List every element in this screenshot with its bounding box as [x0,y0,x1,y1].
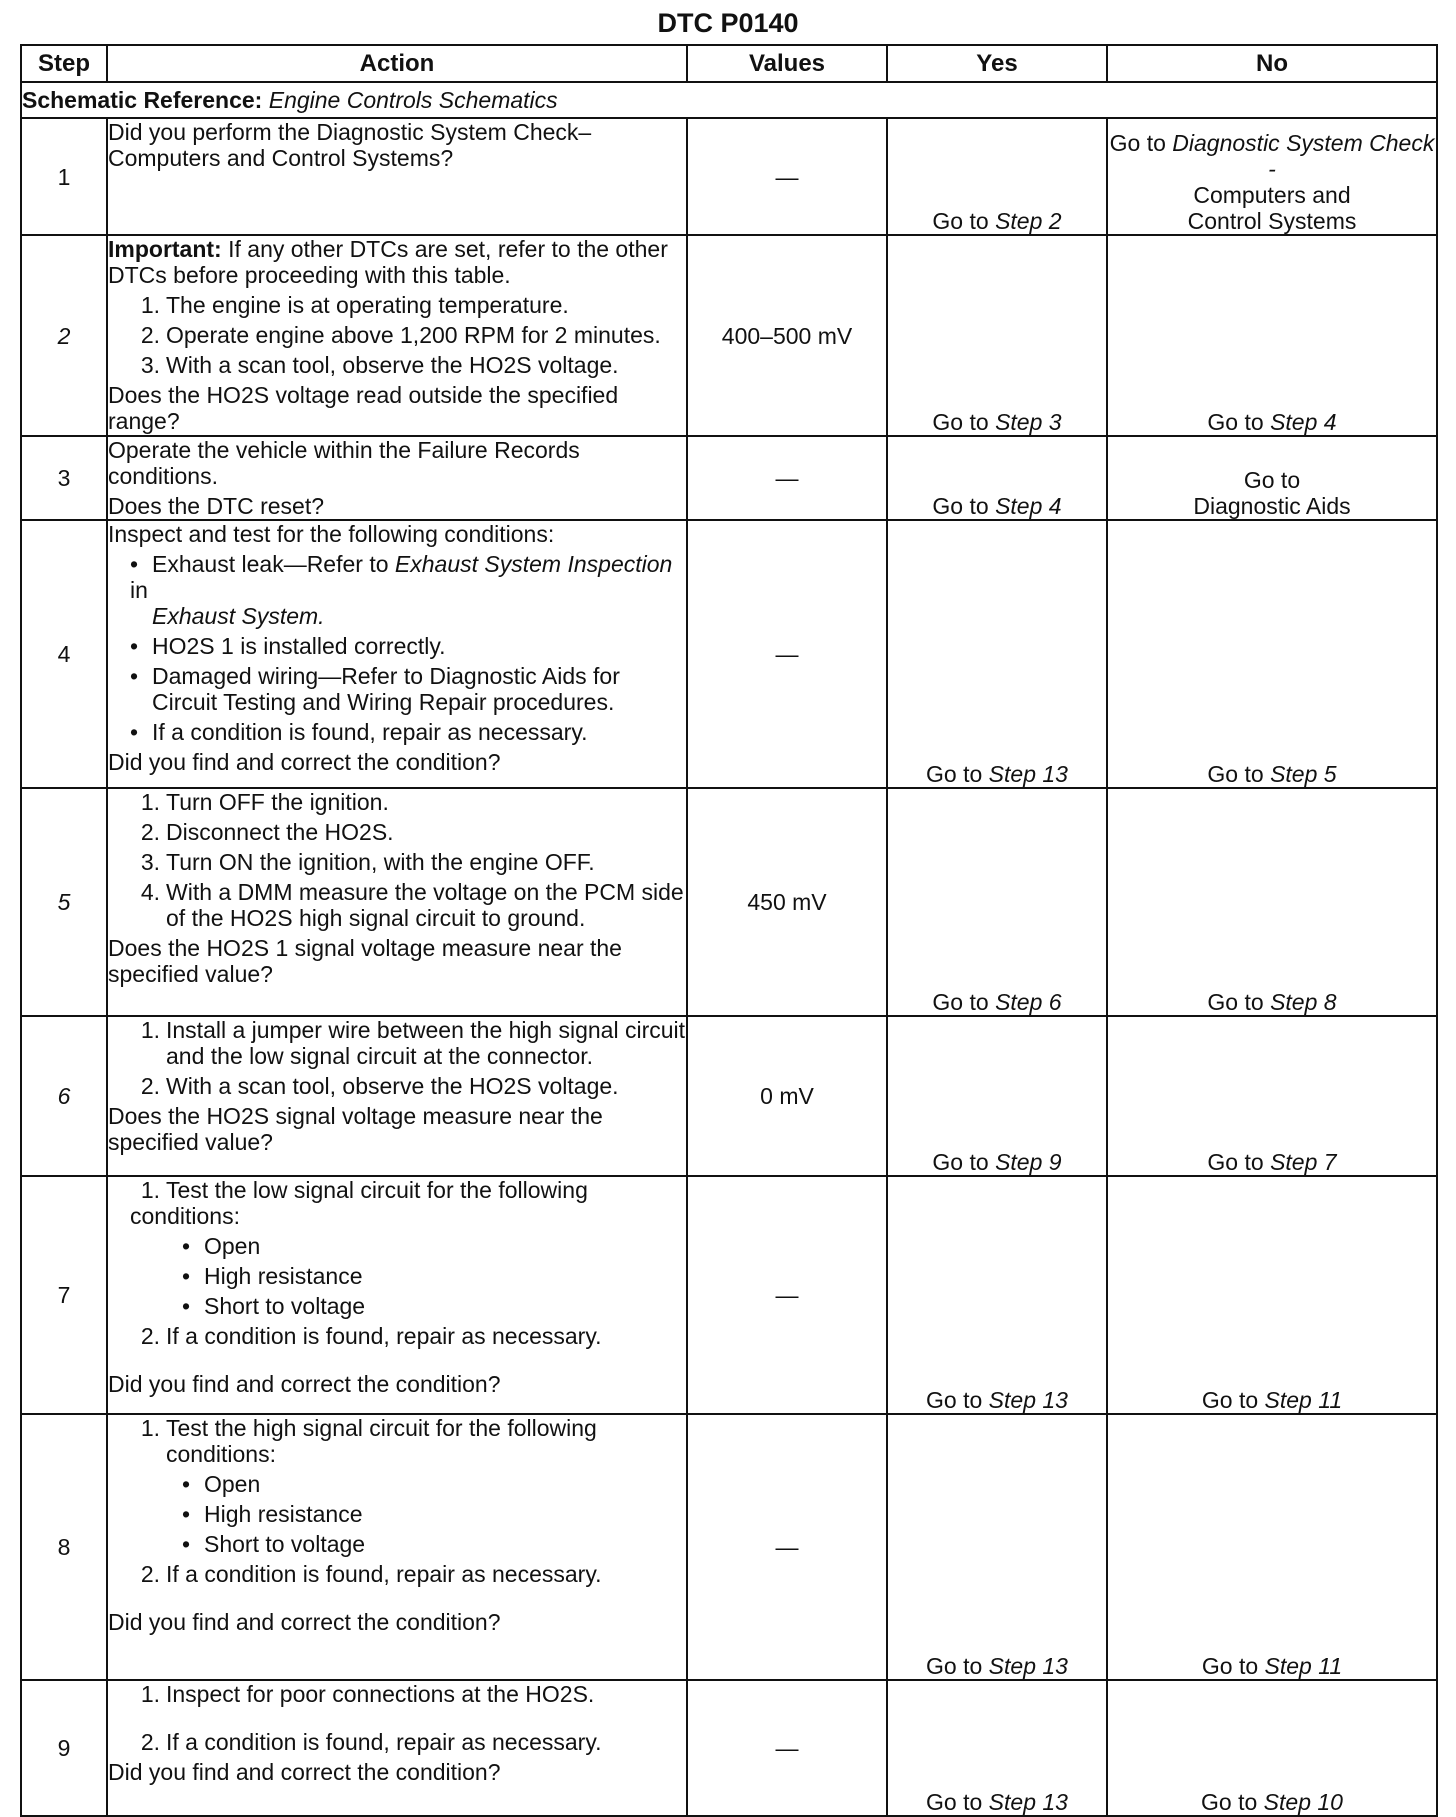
step-number: 7 [21,1176,107,1414]
action-cell [107,436,687,520]
list-item: 1. Test the high signal circuit for the following conditions: [140,1415,597,1467]
yes-step-ref: Step 2 [995,208,1062,234]
yes-prefix: Go to [932,989,989,1015]
yes-cell [887,235,1107,436]
no-step-ref: Step 11 [1264,1387,1343,1413]
no-cell [1107,788,1437,1016]
step-number: 6 [21,1016,107,1176]
no-prefix: Go to [1201,1387,1259,1413]
sub-bullet: • Short to voltage [182,1293,366,1319]
header-yes: Yes [887,45,1107,82]
no-step-ref: Step 4 [1270,409,1337,435]
step-number: 1 [21,118,107,235]
yes-prefix: Go to [926,761,983,787]
list-item: 1. Install a jumper wire between the high signal circuit and the low signal circuit at the connector. [140,1017,686,1069]
no-prefix: Go to [1207,989,1264,1015]
no-prefix: Go to [1201,1653,1259,1679]
list-item: 2. If a condition is found, repair as necessary. [140,1729,602,1755]
document-title: DTC P0140 [657,8,799,38]
yes-cell [887,788,1107,1016]
action-cell [107,1414,687,1680]
no-cell [1107,1680,1437,1816]
important-note [108,236,686,288]
yes-step-ref: Step 4 [995,493,1062,519]
action-cell [107,1680,687,1816]
no-step-ref: Step 7 [1270,1149,1337,1175]
table-row [21,118,1437,235]
list-item: 3. With a scan tool, observe the HO2S voltage. [140,352,619,378]
schematic-link: Engine Controls Schematics [268,87,558,113]
schematic-label: Schematic Reference: [22,87,263,113]
table-row [21,436,1437,520]
question-text: Does the HO2S 1 signal voltage measure near the specified value? [108,935,622,987]
step-number: 3 [21,436,107,520]
yes-step-ref: Step 6 [995,989,1062,1015]
values-cell: — [687,520,887,788]
yes-step-ref: Step 9 [995,1149,1062,1175]
list-item: 2. Operate engine above 1,200 RPM for 2 minutes. [140,322,661,348]
no-cell [1107,1176,1437,1414]
yes-cell [887,1680,1107,1816]
table-row [21,1414,1437,1680]
yes-step-ref: Step 13 [988,1387,1068,1413]
question-text: Does the DTC reset? [108,493,325,519]
header-no: No [1107,45,1437,82]
bullet-item: • If a condition is found, repair as necessary. [130,719,588,745]
question-text: Did you find and correct the condition? [108,1759,501,1785]
values-cell: — [687,1176,887,1414]
item-text: With a scan tool, observe the HO2S voltage. [166,352,619,378]
action-text: Operate the vehicle within the Failure Records conditions. [108,437,580,489]
no-cell [1107,1016,1437,1176]
values-cell: — [687,118,887,235]
yes-step-ref: Step 13 [988,1789,1068,1815]
list-item: 1. The engine is at operating temperature. [140,292,569,318]
step-number: 4 [21,520,107,788]
yes-cell [887,520,1107,788]
list-item: 1. Inspect for poor connections at the HO2S. [140,1681,595,1707]
no-step-ref: Step 10 [1263,1789,1343,1815]
sub-bullet: • High resistance [182,1501,363,1527]
schematic-row [21,82,1437,118]
sub-bullet: • Short to voltage [182,1531,366,1557]
important-label: Important: [108,236,222,262]
no-line1: Go to [1243,467,1301,493]
list-item: 2. If a condition is found, repair as necessary. [140,1323,602,1349]
list-item: 2. If a condition is found, repair as necessary. [140,1561,602,1587]
question-text: Did you find and correct the condition? [108,1609,501,1635]
question-text: Did you find and correct the condition? [108,1371,501,1397]
item-text: The engine is at operating temperature. [166,292,569,318]
no-line2: Diagnostic Aids [1193,493,1351,519]
table-row [21,1176,1437,1414]
values-cell: — [687,1414,887,1680]
values-cell: 400–500 mV [687,235,887,436]
question-text: Does the HO2S signal voltage measure near the specified value? [108,1103,603,1155]
no-cell [1107,520,1437,788]
important-text: If any other DTCs are set, refer to the other DTCs before proceeding with this table. [108,236,668,288]
list-item: 3. Turn ON the ignition, with the engine OFF. [140,849,595,875]
bullet-item: • HO2S 1 is installed correctly. [130,633,446,659]
no-prefix: Go to [1207,1149,1264,1175]
table-row [21,1680,1437,1816]
yes-cell [887,1414,1107,1680]
table-row [21,788,1437,1016]
action-cell [107,235,687,436]
no-step-ref: Step 5 [1270,761,1337,787]
step-number: 8 [21,1414,107,1680]
header-step: Step [21,45,107,82]
list-item: 1. Test the low signal circuit for the following conditions: [130,1177,588,1229]
yes-step-ref: Step 3 [995,409,1062,435]
values-cell: — [687,1680,887,1816]
list-item: 1. Turn OFF the ignition. [140,789,389,815]
header-values: Values [687,45,887,82]
no-cell [1107,235,1437,436]
action-cell [107,118,687,235]
no-cell [1107,436,1437,520]
action-cell [107,788,687,1016]
yes-cell [887,436,1107,520]
yes-prefix: Go to [926,1653,983,1679]
schematic-reference [21,82,1437,118]
no-prefix: Go to [1207,409,1264,435]
yes-cell [887,1016,1107,1176]
yes-prefix: Go to [932,1149,989,1175]
no-prefix: Go to [1207,761,1264,787]
list-item: 2. Disconnect the HO2S. [140,819,394,845]
sub-bullet: • High resistance [182,1263,363,1289]
yes-prefix: Go to [932,493,989,519]
question-text: Does the HO2S voltage read outside the specified range? [108,382,619,434]
header-action: Action [107,45,687,82]
table-row [21,520,1437,788]
bullet-item: • Damaged wiring—Refer to Diagnostic Aids for Circuit Testing and Wiring Repair procedures. [130,663,620,715]
item-text: Operate engine above 1,200 RPM for 2 minutes. [166,322,661,348]
yes-prefix: Go to [932,208,989,234]
yes-prefix: Go to [926,1789,983,1815]
yes-step-ref: Step 13 [988,761,1068,787]
sub-bullet: • Open [182,1233,261,1259]
diagnostic-table [20,44,1438,1817]
action-cell [107,520,687,788]
yes-step-ref: Step 13 [988,1653,1068,1679]
yes-prefix: Go to [932,409,989,435]
no-prefix: Go to [1109,130,1166,156]
no-ref-rest: Computers and Control Systems [1187,182,1357,234]
values-cell: 450 mV [687,788,887,1016]
step-number: 5 [21,788,107,1016]
header-row [21,45,1437,82]
no-step-ref: Step 8 [1270,989,1337,1015]
action-text: Did you perform the Diagnostic System Check–Computers and Control Systems? [108,119,592,171]
no-step-ref: Step 11 [1264,1653,1343,1679]
table-row [21,1016,1437,1176]
yes-cell [887,118,1107,235]
values-cell: 0 mV [687,1016,887,1176]
step-number: 2 [21,235,107,436]
question-text: Did you find and correct the condition? [108,749,501,775]
yes-prefix: Go to [926,1387,983,1413]
action-cell [107,1176,687,1414]
action-cell [107,1016,687,1176]
list-item: 4. With a DMM measure the voltage on the PCM side of the HO2S high signal circuit to ground. [140,879,684,931]
no-ref-italic: Diagnostic System Check - [1172,130,1435,182]
bullet-item: • Exhaust leak—Refer to Exhaust System Inspection in Exhaust System. [130,551,673,629]
table-row [21,235,1437,436]
values-cell: — [687,436,887,520]
yes-cell [887,1176,1107,1414]
no-cell [1107,1414,1437,1680]
list-item: 2. With a scan tool, observe the HO2S voltage. [140,1073,619,1099]
step-number: 9 [21,1680,107,1816]
sub-bullet: • Open [182,1471,261,1497]
no-prefix: Go to [1201,1789,1258,1815]
no-cell [1107,118,1437,235]
action-intro: Inspect and test for the following conditions: [108,521,555,547]
